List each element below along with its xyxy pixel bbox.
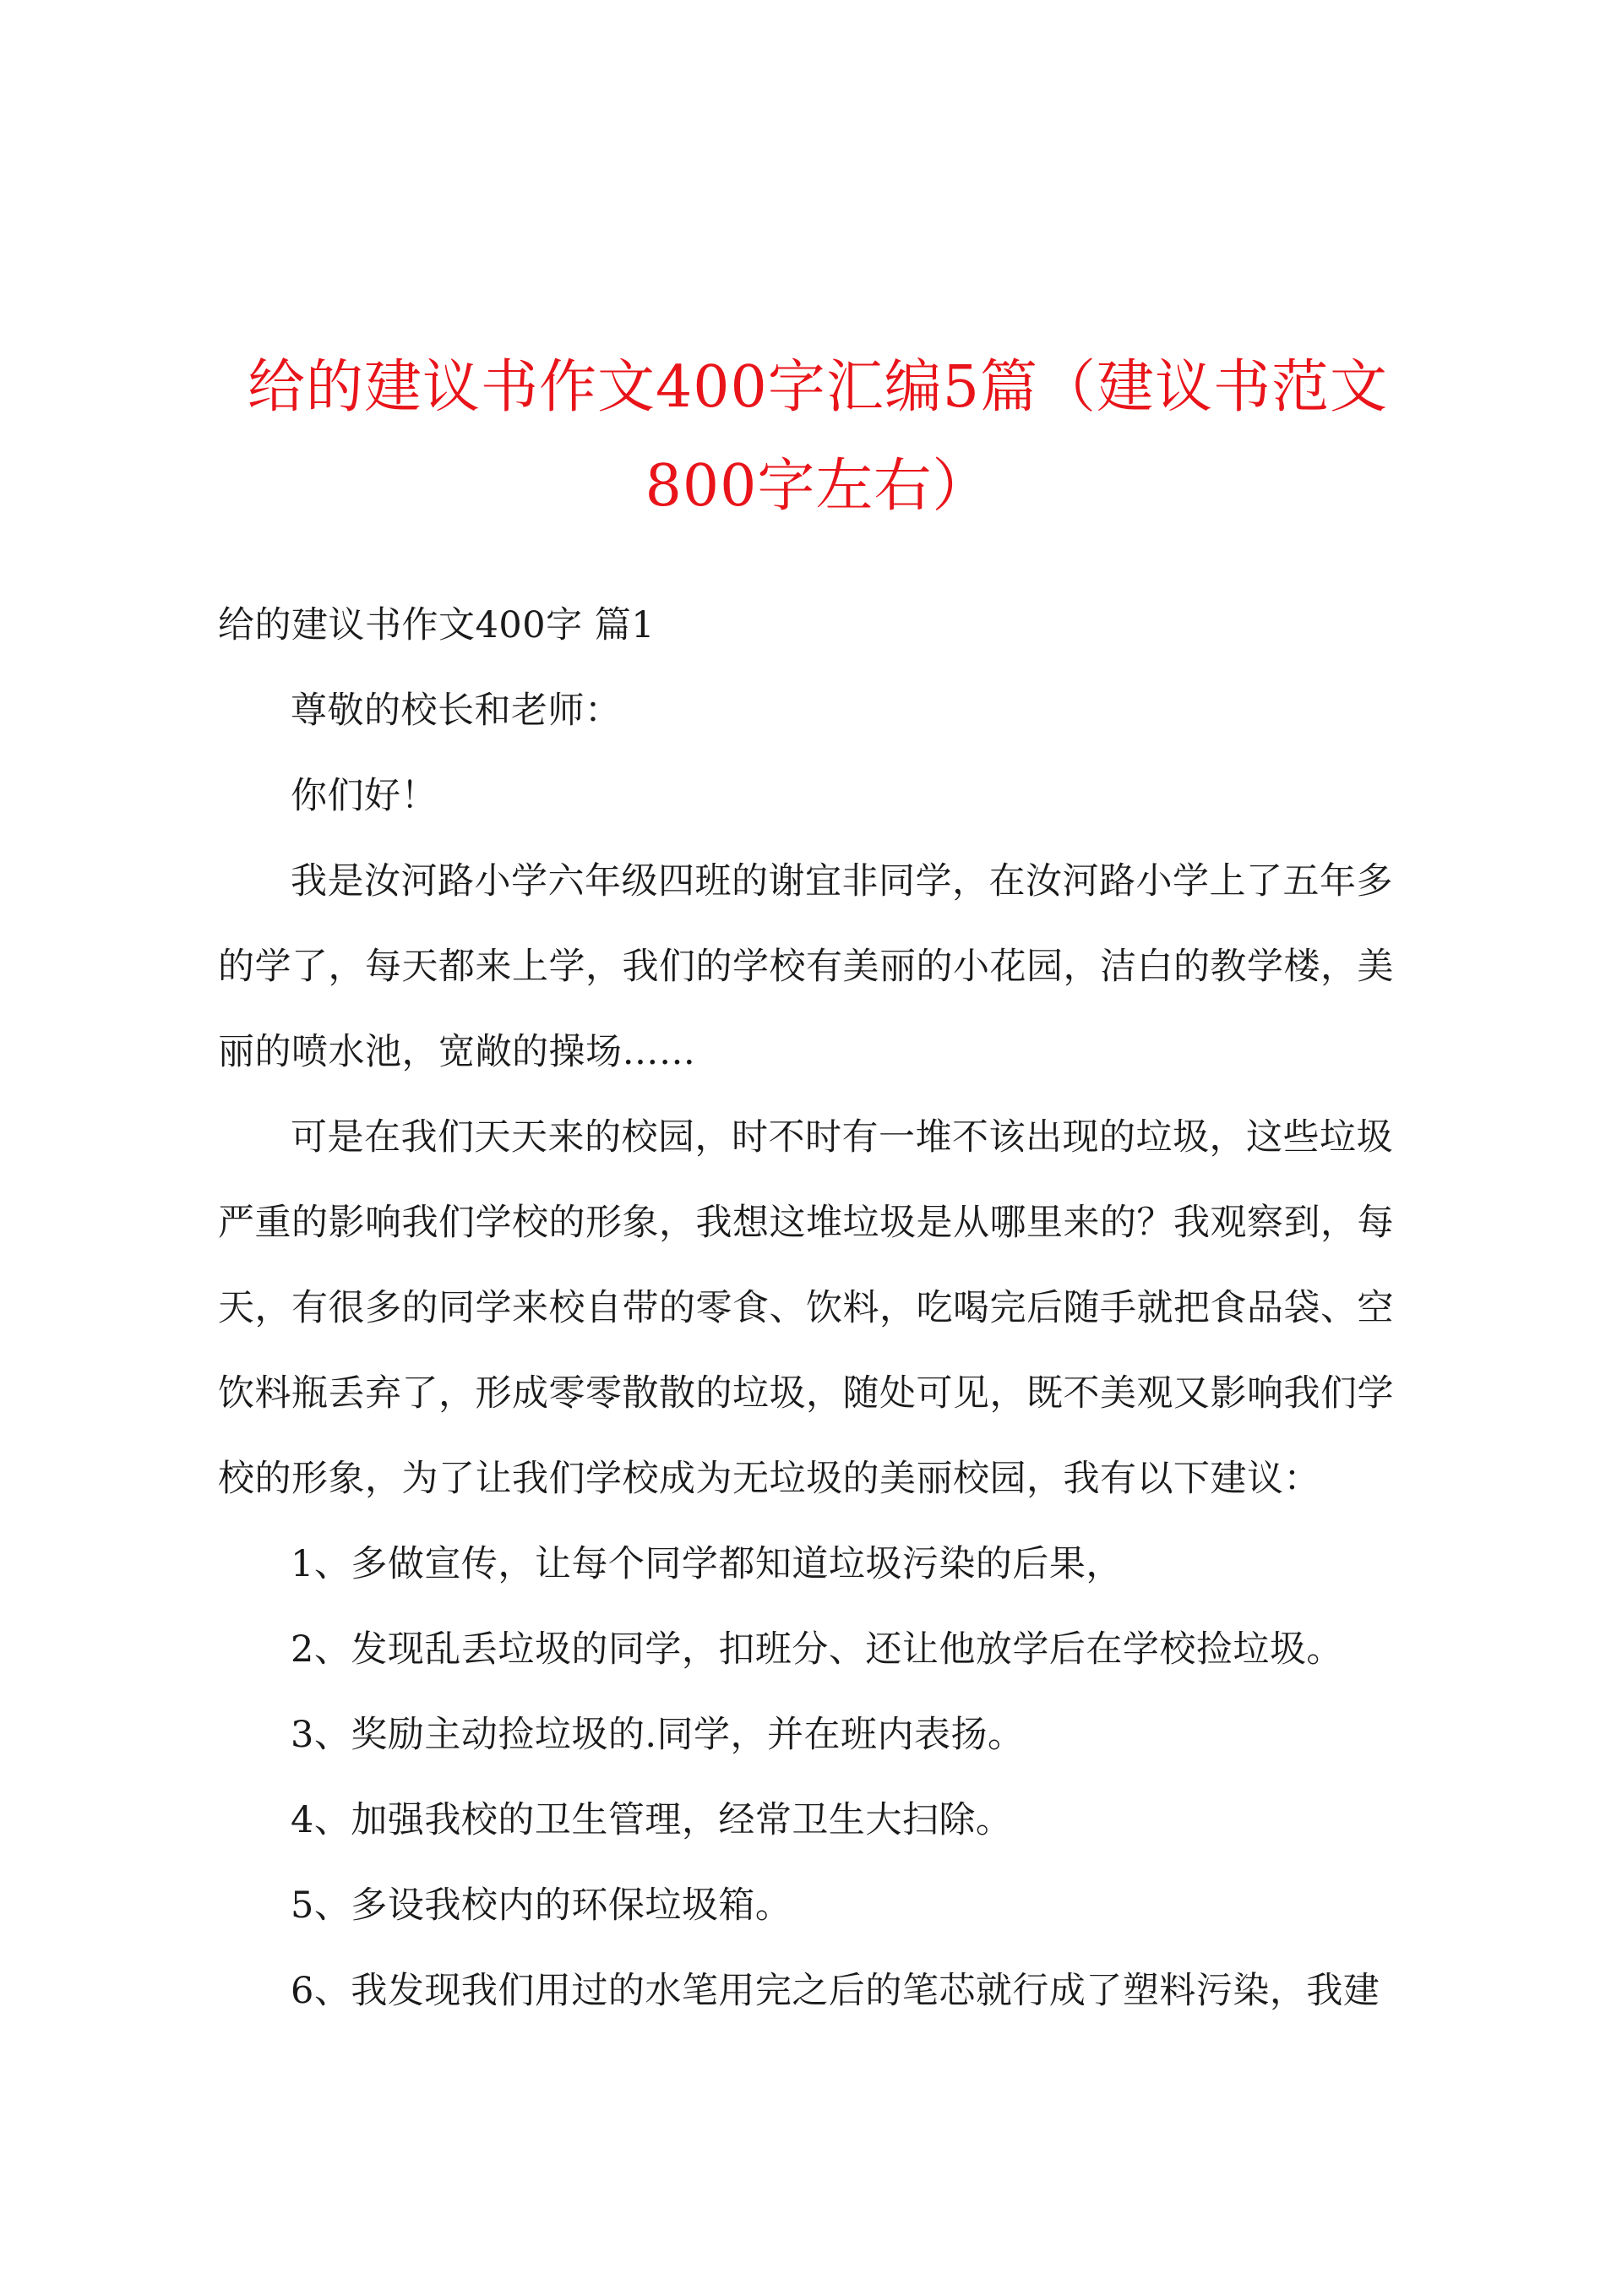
paragraph-line: 天，有很多的同学来校自带的零食、饮料，吃喝完后随手就把食品袋、空 xyxy=(218,1287,1394,1329)
paragraph-line: 可是在我们天天来的校园，时不时有一堆不该出现的垃圾，这些垃圾 xyxy=(291,1116,1393,1159)
paragraph-problem xyxy=(218,1095,1418,1522)
suggestion-item-5: 5、多设我校内的环保垃圾箱。 xyxy=(291,1884,792,1927)
title-line-2: 800字左右） xyxy=(645,453,991,520)
suggestion-item-2: 2、发现乱丢垃圾的同学，扣班分、还让他放学后在学校捡垃圾。 xyxy=(291,1628,1343,1671)
document-title xyxy=(218,338,1418,536)
section-heading: 给的建议书作文400字 篇1 xyxy=(218,604,656,646)
suggestion-item-1: 1、多做宣传，让每个同学都知道垃圾污染的后果， xyxy=(291,1543,1123,1585)
suggestion-item-6: 6、我发现我们用过的水笔用完之后的笔芯就行成了塑料污染，我建 xyxy=(291,1970,1380,2012)
paragraph-intro xyxy=(218,839,1418,1095)
paragraph-line: 丽的喷水池，宽敞的操场…… xyxy=(218,1031,696,1073)
greeting: 你们好！ xyxy=(291,775,438,817)
paragraph-line: 校的形象，为了让我们学校成为无垃圾的美丽校园，我有以下建议： xyxy=(218,1458,1320,1500)
suggestion-item-3: 3、奖励主动捡垃圾的.同学，并在班内表扬。 xyxy=(291,1714,1025,1756)
paragraph-line: 饮料瓶丢弃了，形成零零散散的垃圾，随处可见，既不美观又影响我们学 xyxy=(218,1372,1394,1415)
paragraph-line: 的学了，每天都来上学，我们的学校有美丽的小花园，洁白的教学楼，美 xyxy=(218,946,1394,988)
paragraph-line: 严重的影响我们学校的形象，我想这堆垃圾是从哪里来的？我观察到，每 xyxy=(218,1202,1394,1244)
salutation: 尊敬的校长和老师： xyxy=(291,690,622,732)
document-body xyxy=(218,583,1418,2034)
suggestion-item-4: 4、加强我校的卫生管理，经常卫生大扫除。 xyxy=(291,1799,1013,1841)
title-line-1: 给的建议书作文400字汇编5篇（建议书范文 xyxy=(247,354,1389,421)
paragraph-line: 我是汝河路小学六年级四班的谢宜非同学，在汝河路小学上了五年多 xyxy=(291,860,1393,903)
